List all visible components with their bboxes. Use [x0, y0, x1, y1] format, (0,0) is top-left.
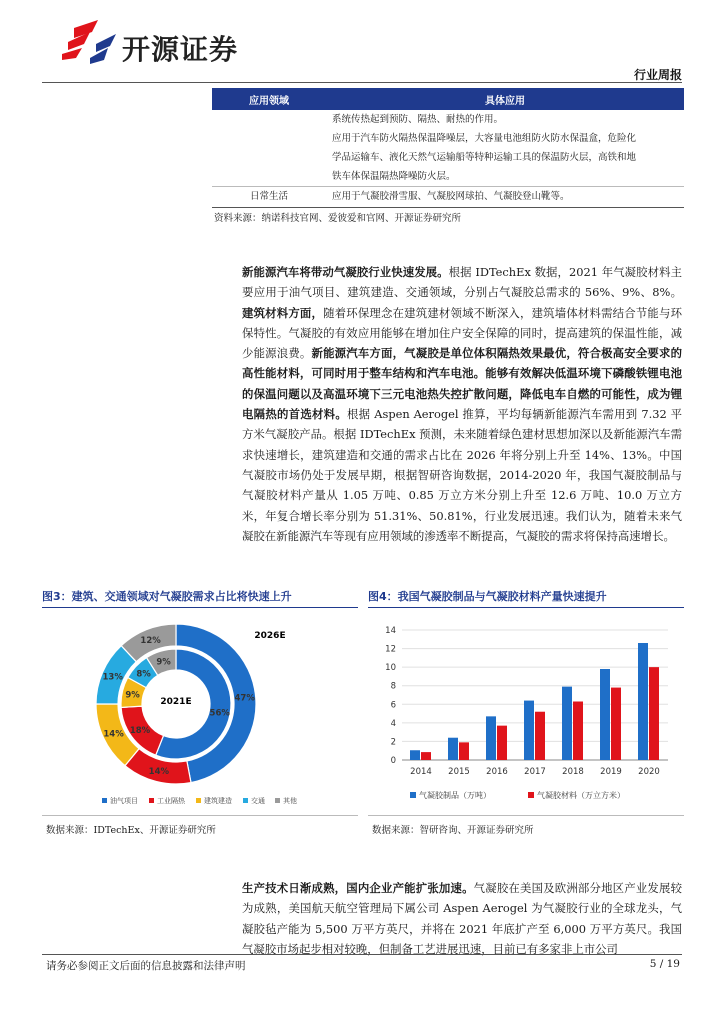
x-tick-label: 2015: [448, 767, 470, 777]
legend-label-1: 气凝胶材料（万立方米）: [537, 791, 625, 800]
bar-1-2019: [611, 688, 621, 760]
figure3-source: 数据来源：IDTechEx、开源证券研究所: [46, 825, 216, 836]
bar-1-2015: [459, 742, 469, 760]
column-header-field: 应用领域: [249, 95, 289, 107]
legend-swatch-0: [102, 798, 107, 803]
footer-divider: [42, 954, 682, 955]
lead-sentence: 新能源汽车将带动气凝胶行业快速发展。: [242, 265, 449, 279]
bar-1-2018: [573, 702, 583, 761]
y-tick-label: 10: [385, 663, 396, 674]
donut-label-outer-4: 12%: [140, 635, 161, 646]
x-tick-label: 2020: [638, 767, 660, 777]
legend-label-0: 气凝胶制品（万吨）: [419, 791, 491, 800]
donut-label-outer-1: 14%: [148, 766, 170, 777]
logo-text: 开源证券: [122, 33, 239, 66]
donut-label-inner-1: 18%: [129, 726, 151, 737]
figure4-box: [368, 612, 684, 816]
legend-label-0: 油气项目: [110, 797, 138, 805]
header-divider: [42, 82, 682, 83]
figure4-source: 数据来源：智研咨询、开源证券研究所: [372, 825, 534, 836]
table-cell-line: 应用于汽车防火隔热保温降噪层，大容量电池组防火防水保温盒，危险化: [332, 133, 637, 144]
figure3-title: 图3：建筑、交通领域对气凝胶需求占比将快速上升: [42, 588, 358, 608]
legend-swatch-1: [528, 792, 534, 798]
legend-swatch-3: [243, 798, 248, 803]
y-tick-label: 14: [385, 626, 396, 636]
table-cell-line: 系统传热起到预防、隔热、耐热的作用。: [332, 114, 504, 125]
legend-label-4: 其他: [283, 797, 297, 805]
legend-label-2: 建筑建造: [204, 797, 232, 805]
y-tick-label: 4: [390, 718, 396, 729]
donut-chart: [42, 612, 358, 816]
table-cell-category: 日常生活: [249, 191, 288, 202]
footer-disclaimer: 请务必参阅正文后面的信息披露和法律声明: [46, 960, 246, 972]
x-tick-label: 2014: [410, 767, 432, 777]
table-cell-line: 学品运输车、液化天然气运输船等特种运输工具的保温防火层，高铁和地: [332, 152, 637, 163]
bar-0-2018: [562, 687, 572, 760]
donut-label-inner-3: 8%: [136, 669, 151, 680]
bar-1-2014: [421, 752, 431, 760]
x-tick-label: 2017: [524, 767, 546, 777]
legend-swatch-4: [275, 798, 280, 803]
legend-swatch-0: [410, 792, 416, 798]
x-tick-label: 2019: [600, 767, 622, 777]
donut-label-outer-0: 47%: [234, 693, 255, 704]
table-row: [212, 186, 684, 208]
bar-0-2015: [448, 738, 458, 760]
inner-ring-label: 2021E: [160, 697, 192, 707]
donut-label-inner-2: 9%: [125, 690, 140, 701]
table-cell-line: 铁车体保温隔热降噪防火层。: [332, 171, 456, 182]
figure3-box: [42, 612, 358, 816]
y-tick-label: 2: [390, 737, 396, 748]
figure4-title: 图4：我国气凝胶制品与气凝胶材料产量快速提升: [368, 588, 684, 608]
table-source: 资料来源：纳诺科技官网、爱彼爱和官网、开源证券研究所: [214, 213, 462, 224]
page-number: 5 / 19: [649, 958, 680, 970]
x-tick-label: 2016: [486, 767, 508, 777]
lead-sentence: 生产技术日渐成熟，国内企业产能扩张加速。: [242, 881, 474, 895]
application-table: [212, 88, 684, 208]
legend-swatch-2: [196, 798, 201, 803]
bar-1-2020: [649, 667, 659, 760]
y-tick-label: 12: [385, 644, 396, 655]
y-tick-label: 0: [390, 756, 396, 766]
bar-1-2016: [497, 726, 507, 760]
bar-chart: [368, 612, 684, 816]
bar-0-2016: [486, 716, 496, 760]
body-paragraph-2: 生产技术日渐成熟，国内企业产能扩张加速。气凝胶在美国及欧洲部分地区产业发展较为成熟，美国航天航空管理局下属公司 Aspen Aerogel 为气凝胶行业的全球龙头，气凝胶毡产能为 5,500 万平方英尺，并将在 2021 年底扩产至 6,000 万平方英尺。我国气凝胶市场起步相对较晚，但制备工艺进展迅速，目前已有多家非上市公司: [242, 881, 682, 956]
legend-swatch-1: [149, 798, 154, 803]
outer-ring-label: 2026E: [254, 631, 286, 641]
bar-0-2014: [410, 750, 420, 760]
table-header: [212, 88, 684, 110]
donut-label-inner-4: 9%: [156, 657, 171, 668]
bar-0-2019: [600, 669, 610, 760]
table-row: [212, 110, 684, 186]
legend-label-3: 交通: [251, 797, 265, 805]
donut-label-inner-0: 56%: [209, 708, 230, 719]
bar-0-2020: [638, 643, 648, 760]
donut-label-outer-2: 14%: [103, 729, 124, 740]
table-cell-text: 应用于气凝胶滑雪服、气凝胶网球拍、气凝胶登山靴等。: [332, 191, 570, 202]
column-header-application: 具体应用: [485, 95, 525, 107]
y-tick-label: 6: [390, 700, 396, 711]
y-tick-label: 8: [390, 681, 396, 692]
legend-label-1: 工业隔热: [157, 797, 185, 805]
donut-label-outer-3: 13%: [102, 672, 123, 683]
section-label: 行业周报: [633, 68, 682, 82]
bar-1-2017: [535, 712, 545, 760]
body-paragraph: 新能源汽车将带动气凝胶行业快速发展。根据 IDTechEx 数据，2021 年气凝胶材料主要应用于油气项目、建筑建造、交通领域，分别占气凝胶总需求的 56%、9%、8%。建筑材料方面，随着环保理念在建筑建材领域不断深入，建筑墙体材料需结合节能与环保特性。气凝胶的有效应用能够在增加住户安全保障的同时，提高建筑的保温性能，减少能源浪费。新能源汽车方面，气凝胶是单位体积隔热效果最优，符合极高安全要求的高性能材料，可同时用于整车结构和汽车电池。能够有效解决低温环境下磷酸铁锂电池的保温问题以及高温环境下三元电池热失控扩散问题，降低电车自燃的可能性，成为锂电隔热的首选材料。根据 Aspen Aerogel 推算，平均每辆新能源汽车需用到 7.32 平方米气凝胶产品。根据 IDTechEx 预测，未来随着绿色建材思想加深以及新能源汽车需求快速增长，建筑建造和交通的需求占比在 2026 年将分别上升至 14%、13%。中国气凝胶市场仍处于发展早期，根据智研咨询数据，2014-2020 年，我国气凝胶制品与气凝胶材料产量从 1.05 万吨、0.85 万立方米分别上升至 12.6 万吨、10.0 万立方米，年复合增长率分别为 51.31%、50.81%，行业发展迅速。我们认为，随着未来气凝胶在新能源汽车等现有应用领域的渗透率不断提高，气凝胶的需求将保持高速增长。: [242, 265, 682, 543]
x-tick-label: 2018: [562, 767, 584, 777]
bar-0-2017: [524, 701, 534, 760]
